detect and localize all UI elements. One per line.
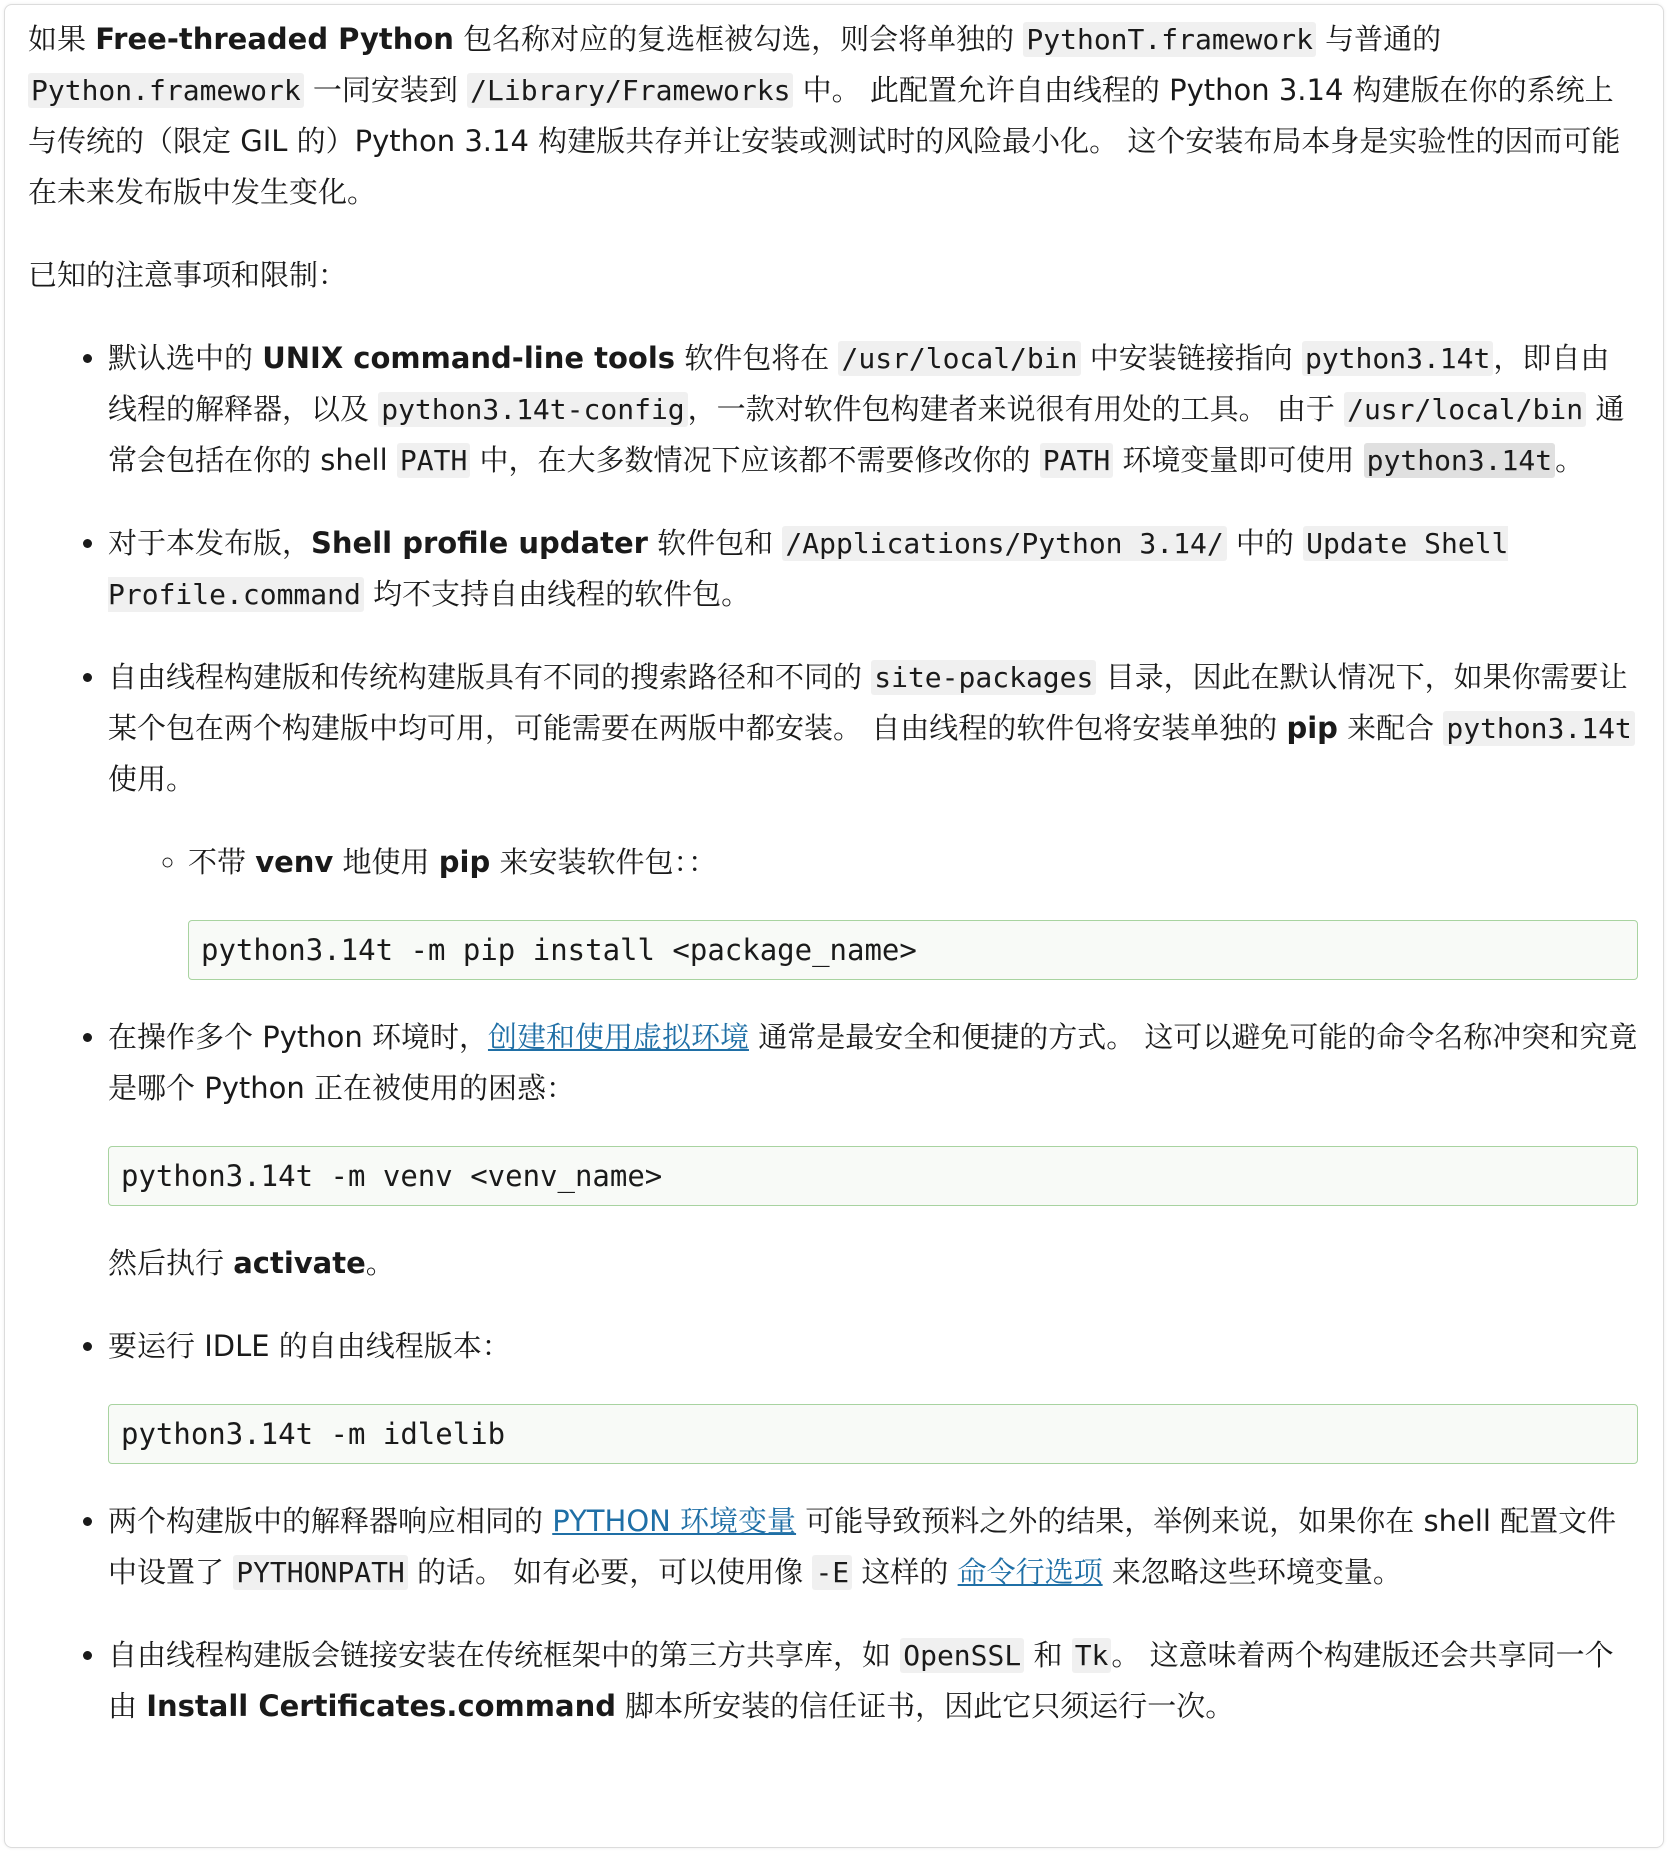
text: 自由线程构建版会链接安装在传统框架中的第三方共享库，如 — [108, 1638, 901, 1672]
text: 软件包将在 — [675, 341, 839, 375]
inline-code: PATH — [397, 443, 470, 478]
list-item — [108, 652, 1638, 980]
inline-code: Python.framework — [28, 73, 304, 108]
text: 与普通的 — [1315, 22, 1442, 56]
link-python-env-vars[interactable]: PYTHON 环境变量 — [552, 1504, 797, 1538]
sub-list — [108, 837, 1638, 980]
inline-code: Update Shell Profile.command — [108, 527, 1509, 611]
caveats-list — [28, 333, 1638, 1732]
list-item-paragraph — [108, 652, 1638, 805]
inline-code: python3.14t — [1302, 341, 1493, 376]
list-item — [108, 1496, 1638, 1598]
text: 中的 — [1226, 526, 1304, 560]
strong-text: UNIX command-line tools — [262, 341, 676, 375]
strong-text: Shell profile updater — [311, 526, 648, 560]
inline-code: /Library/Frameworks — [467, 73, 793, 108]
text: 然后执行 — [108, 1246, 234, 1280]
inline-code: /Applications/Python 3.14/ — [782, 526, 1226, 561]
text: 可能导致预料之外的结果，举例来说，如果你在 shell 配置文件中设置了 — [108, 1504, 1617, 1589]
code-block-venv[interactable]: python3.14t -m venv <venv_name> — [108, 1146, 1638, 1206]
text: 中安装链接指向 — [1080, 341, 1302, 375]
list-item — [108, 518, 1638, 620]
inline-code: -E — [812, 1555, 852, 1590]
list-item — [108, 333, 1638, 486]
text: 这样的 — [852, 1555, 958, 1589]
text: 通常是最安全和便捷的方式。 这可以避免可能的命令名称冲突和究竟是哪个 Python 正在被使用的困惑： — [108, 1020, 1638, 1105]
strong-text: Free-threaded Python — [95, 22, 454, 56]
text: 默认选中的 — [108, 341, 263, 375]
list-item-paragraph: • 要运行 IDLE 的自由线程版本： — [108, 1329, 511, 1363]
text: 软件包和 — [647, 526, 783, 560]
text: 不带 — [188, 845, 256, 879]
text: 包名称对应的复选框被勾选，则会将单独的 — [453, 22, 1024, 56]
text: ，即自由线程的解释器，以及 — [108, 341, 1610, 426]
list-item-paragraph — [108, 1012, 1638, 1114]
text: 的话。 如有必要，可以使用像 — [407, 1555, 813, 1589]
text: 在操作多个 Python 环境时， — [108, 1020, 488, 1054]
list-item — [108, 1012, 1638, 1289]
text: 。 — [365, 1246, 395, 1280]
text: 和 — [1024, 1638, 1072, 1672]
document-body — [28, 14, 1638, 1732]
strong-text: pip — [1286, 711, 1338, 745]
link-command-line-options[interactable]: 命令行选项 — [957, 1555, 1103, 1589]
inline-code: PythonT.framework — [1023, 22, 1316, 57]
text: 自由线程构建版和传统构建版具有不同的搜索路径和不同的 — [108, 660, 872, 694]
text: 。 这意味着两个构建版还会共享同一个由 — [108, 1638, 1614, 1723]
text: ，一款对软件包构建者来说很有用处的工具。 由于 — [687, 392, 1345, 426]
caveats-heading: 已知的注意事项和限制： — [28, 258, 348, 292]
code-block-idlelib[interactable]: python3.14t -m idlelib — [108, 1404, 1638, 1464]
text: 地使用 — [333, 845, 439, 879]
text: 中。 此配置允许自由线程的 Python 3.14 构建版在你的系统上与传统的（限定 GIL 的）Python 3.14 构建版共存并让安装或测试时的风险最小化。 这个安装布局本身是实验性的因而可能在未来发布版中发生变化。 — [28, 73, 1621, 209]
text: 目录，因此在默认情况下，如果你需要让某个包在两个构建版中均可用，可能需要在两版中都安装。 自由线程的软件包将安装单独的 — [108, 660, 1628, 745]
inline-code: site-packages — [871, 660, 1096, 695]
inline-code-highlighted: python3.14t — [1364, 443, 1555, 478]
strong-text: pip — [438, 845, 491, 879]
list-item-paragraph — [108, 1238, 1638, 1289]
text: 两个构建版中的解释器响应相同的 — [108, 1504, 553, 1538]
list-item — [108, 1321, 1638, 1464]
text: 使用。 — [108, 762, 196, 796]
text: 如果 — [28, 22, 96, 56]
inline-code: Tk — [1072, 1638, 1112, 1673]
inline-code: PATH — [1040, 443, 1113, 478]
inline-code: OpenSSL — [900, 1638, 1024, 1673]
text: 来安装软件包：： — [490, 845, 717, 879]
intro-paragraph — [28, 14, 1638, 218]
text: 对于本发布版， — [108, 526, 312, 560]
text: 脚本所安装的信任证书，因此它只须运行一次。 — [615, 1689, 1235, 1723]
strong-text: Install Certificates.command — [146, 1689, 616, 1723]
inline-code: python3.14t-config — [378, 392, 687, 427]
inline-code: python3.14t — [1443, 711, 1634, 746]
text: 均不支持自由线程的软件包。 — [363, 577, 751, 611]
text: 一同安装到 — [303, 73, 468, 107]
text: 来忽略这些环境变量。 — [1102, 1555, 1402, 1589]
inline-code: /usr/local/bin — [838, 341, 1080, 376]
text: 中，在大多数情况下应该都不需要修改你的 — [470, 443, 1040, 477]
link-virtual-environments[interactable]: 创建和使用虚拟环境 — [487, 1020, 749, 1054]
list-item-paragraph — [188, 837, 1638, 888]
sub-list-item — [188, 837, 1638, 980]
list-item — [108, 1630, 1638, 1732]
strong-text: venv — [255, 845, 334, 879]
text: 环境变量即可使用 — [1113, 443, 1364, 477]
inline-code: /usr/local/bin — [1344, 392, 1586, 427]
inline-code: PYTHONPATH — [233, 1555, 408, 1590]
code-block-pip-install[interactable]: python3.14t -m pip install <package_name> — [188, 920, 1638, 980]
text: 来配合 — [1337, 711, 1444, 745]
text: 通常会包括在你的 shell — [108, 392, 1625, 477]
strong-text: activate — [233, 1246, 366, 1280]
text: 。 — [1555, 443, 1585, 477]
